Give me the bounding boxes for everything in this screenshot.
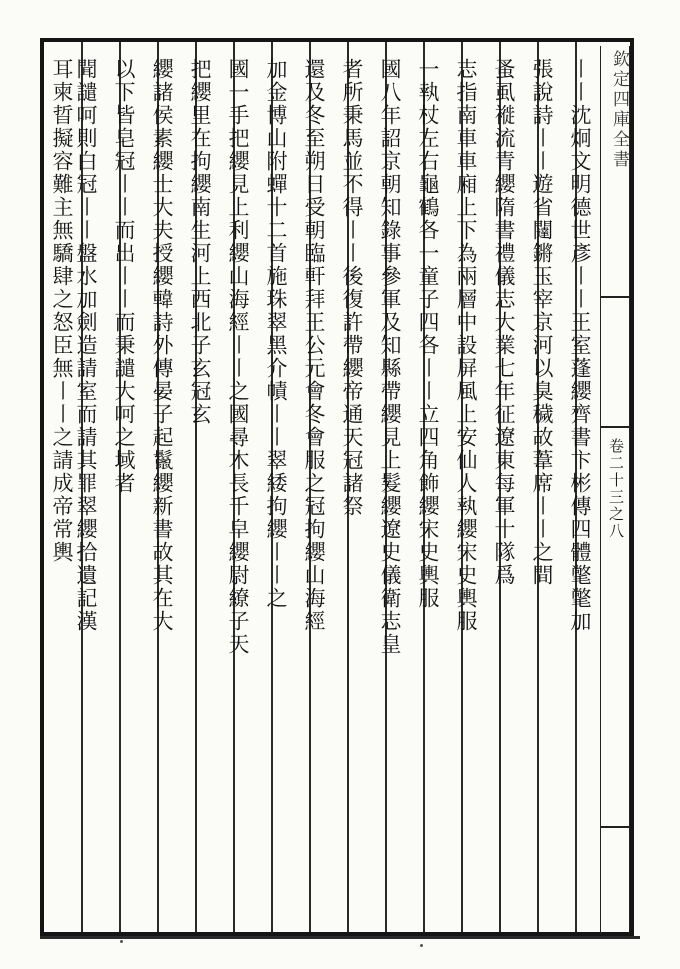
text-column: 把纓里在拘纓南生河上西北子玄冠玄 bbox=[188, 58, 212, 426]
text-column: 蚤虱褷流青纓隋書禮儀志大業七年征遼東每軍十隊爲 bbox=[492, 58, 516, 587]
text-column: 以下皆皂冠〡〡而出〡〡而秉譴大呵之域者 bbox=[112, 58, 136, 495]
text-column: 張說詩〡〡遊省闥鏘玉宰京河以臭穢故葦席〡〡之間 bbox=[530, 58, 554, 587]
text-column: 志指南車車廂上下為兩層中設屏風上安仙人執纓宋史輿服 bbox=[454, 58, 478, 633]
ink-speck bbox=[420, 944, 423, 947]
fold-spine bbox=[600, 46, 630, 934]
page-bottom-edge bbox=[40, 936, 640, 939]
ink-speck bbox=[120, 940, 123, 943]
text-column: 國一手把纓見上利纓山海經〡〡之國尋木長千皁纓尉繚子天 bbox=[226, 58, 250, 656]
text-column: 加金博山附蟬十二首施珠翠黑介幘〡〡翠緌拘纓〡〡之 bbox=[264, 58, 288, 610]
text-column: 者所秉馬並不得〡〡後復許帶纓帝通天冠諸祭 bbox=[340, 58, 364, 518]
text-column: 耳柬晢擬容難主無驕肆之怒臣無〡〡之請成帝常輿 bbox=[50, 58, 74, 564]
text-column: 一執杖左右龜鶴各一童子四各〡〡立四角飾纓宋史輿服 bbox=[416, 58, 440, 610]
text-column: 纓諸侯素纓士大夫授纓韓詩外傳晏子起鬣纓新書故其在大 bbox=[150, 58, 174, 633]
text-column: 國八年詔京朝知錄事參軍及知縣帶纓見上髮纓遼史儀衛志皇 bbox=[378, 58, 402, 656]
spine-divider bbox=[601, 826, 629, 828]
text-column: 還及冬至朔日受朝臨軒拜王公元會冬會服之冠拘纓山海經 bbox=[302, 58, 326, 633]
text-column: 〡〡沈炯文明德世彥〡〡王室蓬纓齊書卞彬傳四體氅氅加 bbox=[568, 58, 592, 633]
spine-section: 卷二十三之八 bbox=[607, 438, 625, 540]
spine-header: 欽定四庫全書 bbox=[609, 50, 629, 170]
spine-divider bbox=[601, 426, 629, 428]
text-column: 聞譴呵則白冠〡〡盤水加劍造請室而請其罪翠纓拾遺記漢 bbox=[74, 58, 98, 633]
spine-divider bbox=[601, 296, 629, 298]
